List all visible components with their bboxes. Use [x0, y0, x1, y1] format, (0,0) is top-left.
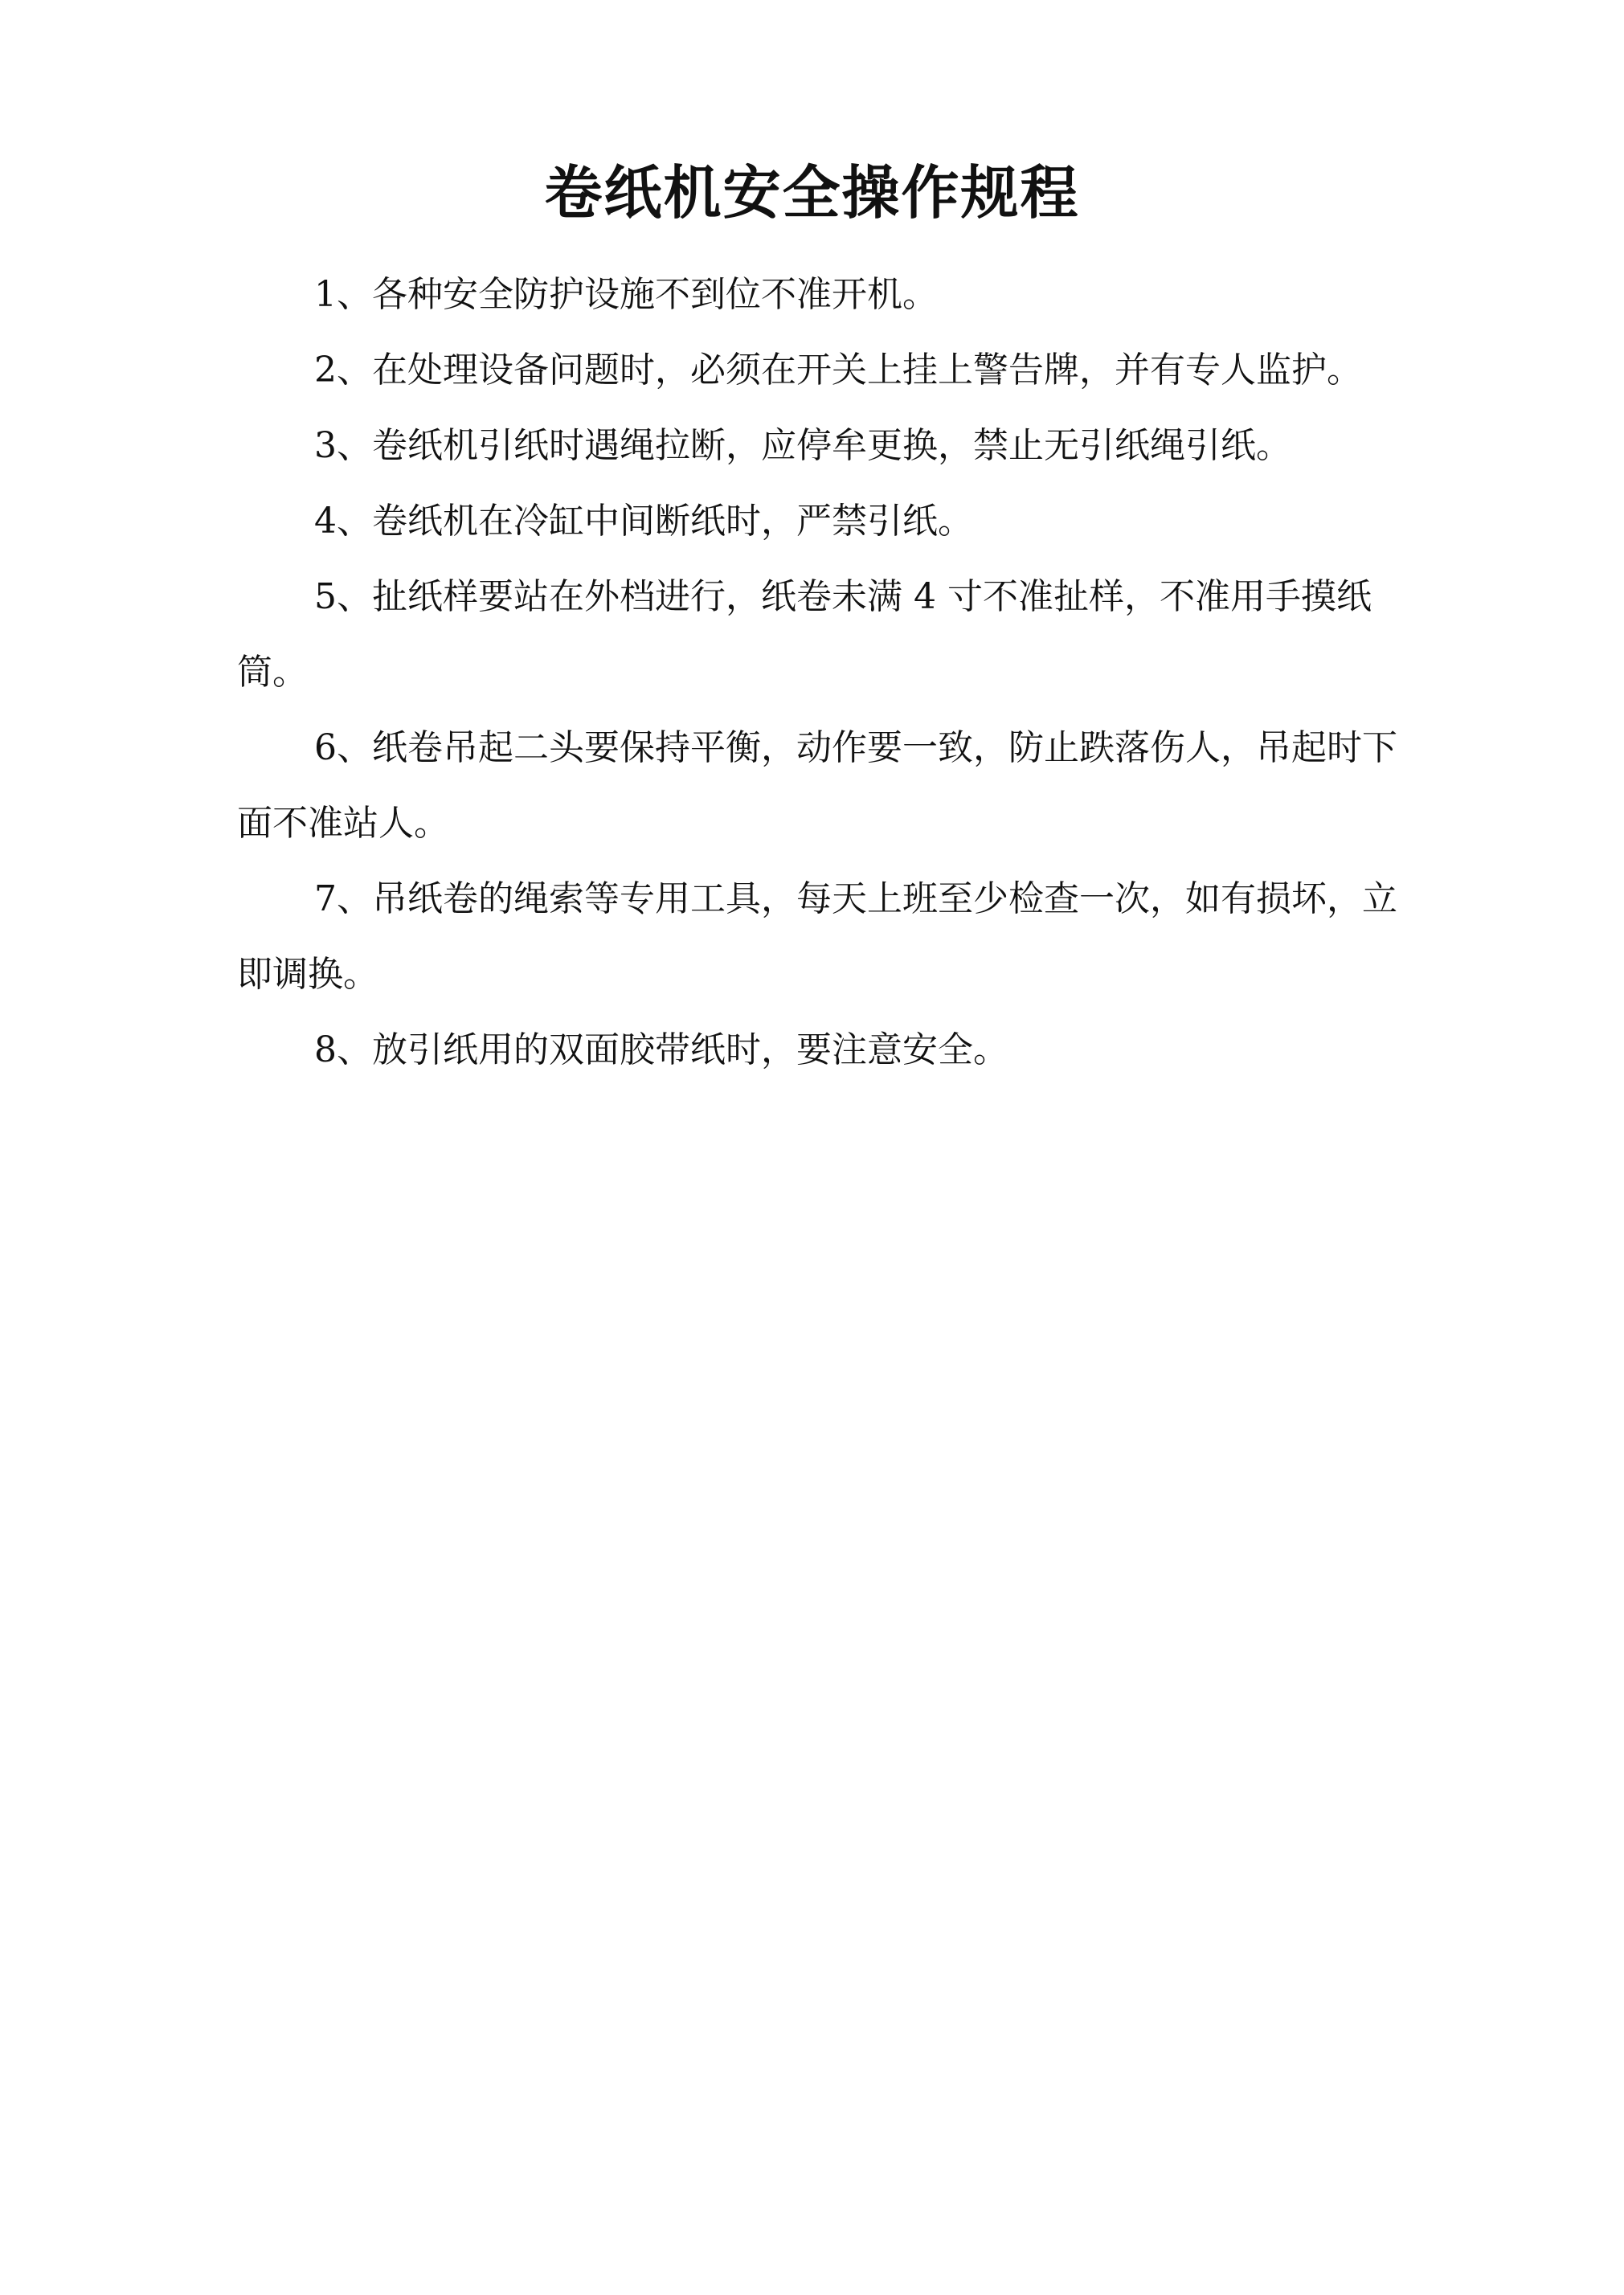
rule-item-8: 8、放引纸用的双面胶带纸时，要注意安全。 [314, 1029, 1008, 1070]
rule-item-5: 5、扯纸样要站在外档进行，纸卷未满 4 寸不准扯样，不准用手摸纸筒。 [237, 576, 1372, 693]
rule-item-2: 2、在处理设备问题时，必须在开关上挂上警告牌，并有专人监护。 [314, 350, 1362, 391]
rule-item-1: 1、各种安全防护设施不到位不准开机。 [314, 274, 938, 315]
rule-item-4: 4、卷纸机在冷缸中间断纸时，严禁引纸。 [314, 501, 973, 542]
rules-list [237, 257, 1402, 1088]
rule-item-6: 6、纸卷吊起二头要保持平衡，动作要一致，防止跌落伤人，吊起时下面不准站人。 [237, 727, 1397, 844]
document-title: 卷纸机安全操作规程 [544, 159, 1080, 227]
rule-item-7: 7、吊纸卷的绳索等专用工具，每天上班至少检查一次，如有损坏，立即调换。 [237, 878, 1397, 995]
rule-item-3: 3、卷纸机引纸时遇绳拉断，应停牟更换，禁止无引纸绳引纸。 [314, 425, 1291, 466]
